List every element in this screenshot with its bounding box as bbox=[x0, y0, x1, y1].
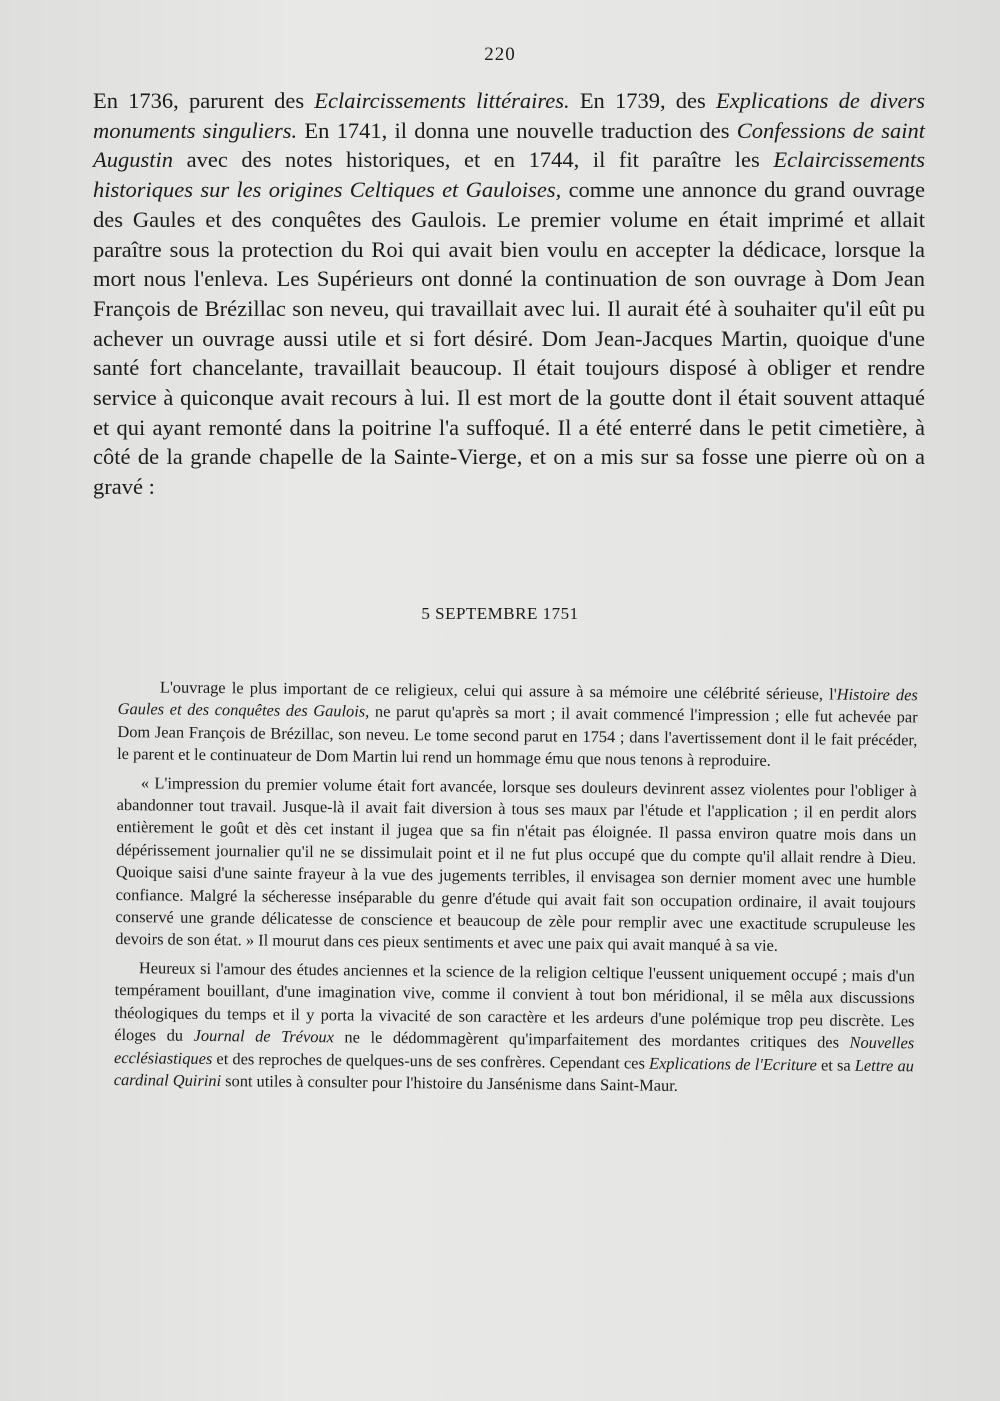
text-run: et sa bbox=[816, 1054, 855, 1075]
title-explications-ecriture: Explications de l'Ecriture bbox=[648, 1053, 817, 1074]
main-paragraph bbox=[93, 86, 925, 502]
text-run: En 1741, il donna une nouvelle traduction des bbox=[297, 117, 737, 143]
note-paragraph-1 bbox=[117, 676, 918, 774]
text-run: avec des notes historiques, et en 1744, il fit paraître les bbox=[173, 147, 774, 173]
text-run: sont utiles à consulter pour l'histoire du Jansénisme dans Saint-Maur. bbox=[220, 1071, 678, 1095]
text-run: comme une annonce du grand ouvrage des Gaules et des conquêtes des Gaulois. Le premier volume en était imprimé et allait paraître sous la protection du Roi qui avait bien voulu en accepter la dédicace, lorsque la mort nous l'enleva. Les Supérieurs ont donné la continuation de son ouvrage à Dom Jean François de Brézillac son neveu, qui travaillait avec lui. Il aurait été à souhaiter qu'il eût pu achever un ouvrage aussi utile et si fort désiré. Dom Jean-Jacques Martin, quoique d'une santé fort chancelante, travaillait beaucoup. Il était toujours disposé à obliger et rendre service à quiconque avait recours à lui. Il est mort de la goutte dont il était souvent attaqué et qui ayant remonté dans la poitrine l'a suffoqué. Il a été enterré dans le petit cimetière, à côté de la grande chapelle de la Sainte-Vierge, et on a mis sur sa fosse une pierre où on a gravé : bbox=[93, 177, 925, 500]
title-lettre-cardinal: Lettre au cardinal Quirini bbox=[113, 1055, 915, 1091]
title-explications-monuments: Explications de divers monuments singuliers. bbox=[93, 88, 926, 143]
text-run: En 1739, des bbox=[569, 88, 716, 113]
title-eclaircissements-litteraires: Eclaircissements littéraires. bbox=[314, 88, 570, 113]
text-run: En 1736, parurent des bbox=[93, 88, 315, 113]
main-text bbox=[93, 86, 925, 502]
title-eclaircissements-historiques: Eclaircissements historiques sur les origines Celtiques et Gauloises, bbox=[93, 147, 925, 203]
title-confessions: Confessions de saint Augustin bbox=[93, 117, 926, 173]
note-paragraph-3 bbox=[114, 957, 915, 1100]
footnotes bbox=[114, 676, 918, 1106]
text-run: L'ouvrage le plus important de ce religieux, celui qui assure à sa mémoire une célébrité sérieuse, l' bbox=[159, 677, 837, 704]
page-number: 220 bbox=[484, 44, 516, 65]
epitaph-date: 5 SEPTEMBRE 1751 bbox=[421, 604, 579, 623]
text-run: ne parut qu'après sa mort ; il avait commencé l'impression ; elle fut achevée par Dom Jean François de Brézillac, son neveu. Le tome second parut en 1754 ; dans l'avertissement dont il le fait précéder, le parent et le continuateur de Dom Martin lui rend un hommage ému que nous tenons à reproduire. bbox=[117, 702, 918, 771]
note-paragraph-2: « L'impression du premier volume était fort avancée, lorsque ses douleurs devinrent assez violentes pour l'obliger à abandonner tout travail. Jusque-là il avait fait diversion à tous ses maux par l'étude et l'application ; il en perdit alors entièrement le goût et dès cet instant il jugea que sa fin n'était pas éloignée. Il passa environ quatre mois dans un dépérissement journalier qu'il ne se dissimulait point et il ne fut plus occupé que du compte qu'il allait rendre à Dieu. Quoique saisi d'une sainte frayeur à la vue des jugements terribles, il envisagea son dernier moment avec une humble confiance. Malgré la sécheresse inséparable du genre d'étude qui avait fait son occupation ordinaire, il avait toujours conservé une grande délicatesse de conscience et beaucoup de zèle pour remplir avec une exactitude scrupuleuse les devoirs de son état. » Il mourut dans ces pieux sentiments et avec une paix qui avait manqué à sa vie. bbox=[115, 772, 917, 956]
text-run: Heureux si l'amour des études anciennes et la science de la religion celtique l'eussent uniquement occupé ; mais d'un tempérament bouillant, d'une imagination vive, comme il convient à tout bon méridional, il se mêla aux discussions théologiques du temps et il y porta la vivacité de son caractère et les ardeurs d'une polémique trop peu discrète. Les éloges du bbox=[114, 958, 916, 1045]
title-nouvelles-ecclesiastiques: Nouvelles ecclésiastiques bbox=[113, 1032, 915, 1068]
text-run: ne le dédommagèrent qu'imparfaitement des mordantes critiques des bbox=[333, 1027, 850, 1052]
title-histoire-des-gaules: Histoire des Gaules et des conquêtes des Gaulois, bbox=[117, 684, 918, 722]
title-journal-de-trevoux: Journal de Trévoux bbox=[193, 1025, 335, 1047]
text-run: et des reproches de quelques-uns de ses confrères. Cependant ces bbox=[212, 1048, 650, 1073]
